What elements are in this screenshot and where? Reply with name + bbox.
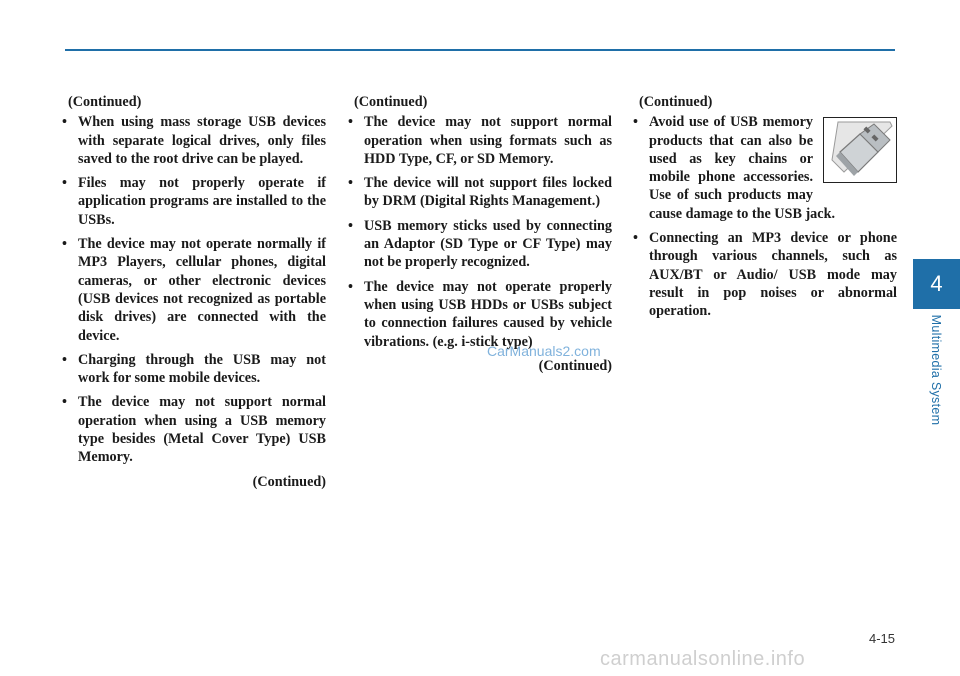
page-number: 4-15 <box>868 631 895 646</box>
continued-footer: (Continued) <box>538 357 612 374</box>
watermark-middle: CarManuals2.com <box>487 343 601 359</box>
list-item: • The device may not operate properly when using USB HDDs or USBs subject to connection failures caused by vehicle vibrations. (e.g. i-stick type) <box>348 278 612 350</box>
usb-stick-drawing <box>824 118 896 182</box>
list-item: • USB memory sticks used by connecting an Adaptor (SD Type or CF Type) may not be properly recognized. <box>348 217 612 271</box>
continued-heading: (Continued) <box>354 94 428 110</box>
section-tab: 4 <box>913 259 960 309</box>
column-2 <box>348 93 612 375</box>
usb-stick-icon <box>823 117 897 183</box>
list-item: • Connecting an MP3 device or phone through various channels, such as AUX/BT or Audio/ USB mode may result in pop noises or abnormal operation. <box>633 230 897 320</box>
list-item: • The device may not support normal operation when using a USB memory type besides (Metal Cover Type) USB Memory. <box>62 394 326 466</box>
list-item: • Avoid use of USB memory products that can also be used as key chains or mobile phone accessories. Use of such products may cause damage to the USB jack. <box>633 113 897 223</box>
list-item: • The device may not operate normally if MP3 Players, cellular phones, digital cameras, or other electronic devices (USB devices not recognized as portable disk drives) are connected with the device. <box>62 236 326 344</box>
watermark-bottom: carmanualsonline.info <box>600 648 806 670</box>
continued-heading: (Continued) <box>68 94 142 110</box>
list-item: • The device will not support files locked by DRM (Digital Rights Management.) <box>348 175 612 210</box>
top-divider <box>65 49 895 51</box>
bullet-list <box>633 113 897 320</box>
section-label: Multimedia System <box>929 314 943 426</box>
list-item: • Charging through the USB may not work for some mobile devices. <box>62 351 326 387</box>
continued-footer: (Continued) <box>252 473 326 490</box>
bullet-list <box>348 113 612 351</box>
list-item: • The device may not support normal operation when using formats such as HDD Type, CF, or SD Memory. <box>348 114 612 167</box>
list-item: • Files may not properly operate if application programs are installed to the USBs. <box>62 175 326 228</box>
bullet-list <box>62 113 326 466</box>
continued-heading: (Continued) <box>639 94 713 110</box>
column-1 <box>62 93 326 491</box>
list-item: • When using mass storage USB devices with separate logical drives, only files saved to the root drive can be played. <box>62 114 326 167</box>
column-3 <box>633 93 897 327</box>
